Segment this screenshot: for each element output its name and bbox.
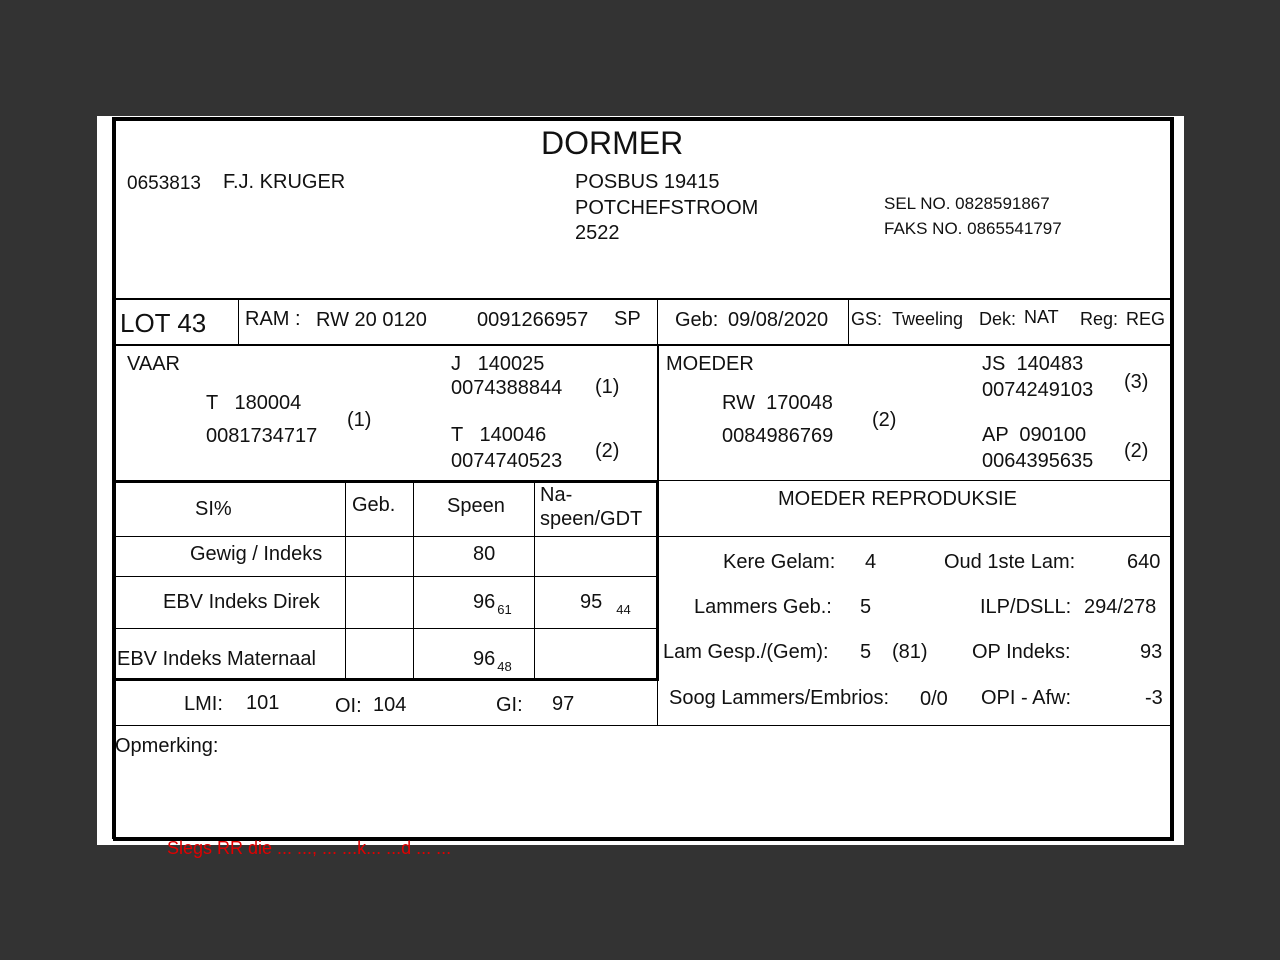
address-line-2: POTCHEFSTROOM [575,197,759,219]
sire-number: 0081734717 [206,425,318,447]
ilp-dsll-label: ILP/DSLL: [980,596,1072,618]
lambs-weaned-value: 5 [860,641,872,663]
maternaal-speen-value [473,648,512,674]
si-row-2-bottom [113,628,658,629]
dam-number: 0084986769 [722,425,834,447]
oi-label: OI: [335,695,362,717]
address-line-1: POSBUS 19415 [575,171,720,193]
sire-sire-note: (1) [595,376,620,398]
lambs-born-value: 5 [860,596,872,618]
dam-sire-id: JS 140483 [982,353,1084,375]
birth-date-label: Geb: [675,309,719,331]
breed-title: DORMER [541,125,684,161]
dam-note: (2) [872,409,897,431]
remarks-label: Opmerking: [115,735,219,757]
ram-registration-no: 0091266957 [477,309,589,331]
lot-divider-3 [848,299,849,345]
pedigree-bottom-right [658,480,1174,481]
sire-sire-number: 0074388844 [451,377,563,399]
si-row-1-bottom [113,576,658,577]
lot-number: LOT 43 [120,308,207,338]
dam-sire-number: 0074249103 [982,379,1094,401]
direk-speen-value [473,591,512,617]
lambs-weaned-average: (81) [892,641,928,663]
sire-label: VAAR [127,353,180,375]
si-header: SI% [195,498,232,520]
ram-label: RAM : [245,308,301,330]
reproduction-title-bottom [658,536,1174,537]
si-col-divider-3 [534,482,535,679]
sire-note: (1) [347,409,372,431]
gi-label: GI: [496,694,523,716]
dam-id: RW 170048 [722,392,833,414]
kere-gelam-value: 4 [865,551,877,573]
cell-number: SEL NO. 0828591867 [884,194,1050,213]
breeder-name: F.J. KRUGER [223,171,346,193]
oi-value: 104 [373,694,407,716]
registration-status: REG [1126,309,1166,329]
first-lamb-age-label: Oud 1ste Lam: [944,551,1076,573]
mating-type: NAT [1024,307,1059,327]
address-line-3: 2522 [575,222,620,244]
lot-row-top [113,298,1174,300]
si-col-divider-2 [413,482,414,679]
sire-dam-number: 0074740523 [451,450,563,472]
direk-speen-index: 96 [473,591,496,613]
catalogue-card [97,116,1184,858]
fax-number: FAKS NO. 0865541797 [884,219,1062,238]
row-label-gewig: Gewig / Indeks [190,543,323,565]
dam-dam-number: 0064395635 [982,450,1094,472]
footer-note: Slegs RR die ... ..., ... ...k... ...d ... ... [167,838,452,858]
lot-row-bottom [113,344,1174,346]
direk-naspeen-index: 95 [580,591,603,613]
lambs-weaned-label: Lam Gesp./(Gem): [663,641,829,663]
registration-label: Reg: [1080,309,1119,329]
indices-row-bottom [113,725,1174,726]
si-header-bottom [113,536,658,537]
sire-dam-id: T 140046 [451,424,547,446]
lot-divider-2 [657,299,658,345]
gi-value: 97 [552,693,575,715]
birth-date: 09/08/2020 [728,309,829,331]
frame-top [113,117,1174,121]
sire-dam-note: (2) [595,440,620,462]
dam-dam-id: AP 090100 [982,424,1087,446]
suckled-lambs-label: Soog Lammers/Embrios: [669,687,890,709]
op-index-label: OP Indeks: [972,641,1071,663]
lot-divider-1 [238,299,239,345]
ram-class: SP [614,308,641,330]
si-col-divider-1 [345,482,346,679]
lmi-value: 101 [246,692,280,714]
lambs-born-label: Lammers Geb.: [694,596,832,618]
row-label-ebv-direk: EBV Indeks Direk [163,591,320,613]
dam-dam-note: (2) [1124,440,1149,462]
frame-right [1170,117,1174,839]
speen-header: Speen [447,495,505,517]
reproduction-title: MOEDER REPRODUKSIE [778,488,1017,510]
lmi-label: LMI: [184,693,223,715]
maternaal-speen-accuracy: 48 [497,659,512,674]
suckled-lambs-value: 0/0 [920,688,948,710]
opi-deviation-label: OPI - Afw: [981,687,1072,709]
maternaal-speen-index: 96 [473,648,496,670]
direk-naspeen-accuracy: 44 [616,602,631,617]
direk-speen-accuracy: 61 [497,602,512,617]
naspeen-header: Na- speen/GDT [540,484,643,530]
breeder-number: 0653813 [127,173,201,194]
frame-left [112,117,116,839]
first-lamb-age-value: 640 [1127,551,1161,573]
gewig-speen-value: 80 [473,543,496,565]
ram-id: RW 20 0120 [316,309,427,331]
mating-label: Dek: [979,309,1017,329]
sire-sire-id: J 140025 [451,353,545,375]
dam-label: MOEDER [666,353,754,375]
pedigree-divider [657,345,659,482]
sire-id: T 180004 [206,392,302,414]
reproduction-left-border [657,481,658,726]
dam-sire-note: (3) [1124,371,1149,393]
direk-naspeen-value [580,591,631,617]
birth-status: Tweeling [892,309,964,329]
opi-deviation-value: -3 [1145,687,1163,709]
geb-header: Geb. [352,494,396,516]
ilp-dsll-value: 294/278 [1084,596,1157,618]
si-table-bottom [113,678,659,681]
row-label-ebv-maternaal: EBV Indeks Maternaal [117,648,316,670]
op-index-value: 93 [1140,641,1163,663]
kere-gelam-label: Kere Gelam: [723,551,836,573]
birth-status-label: GS: [851,309,883,329]
